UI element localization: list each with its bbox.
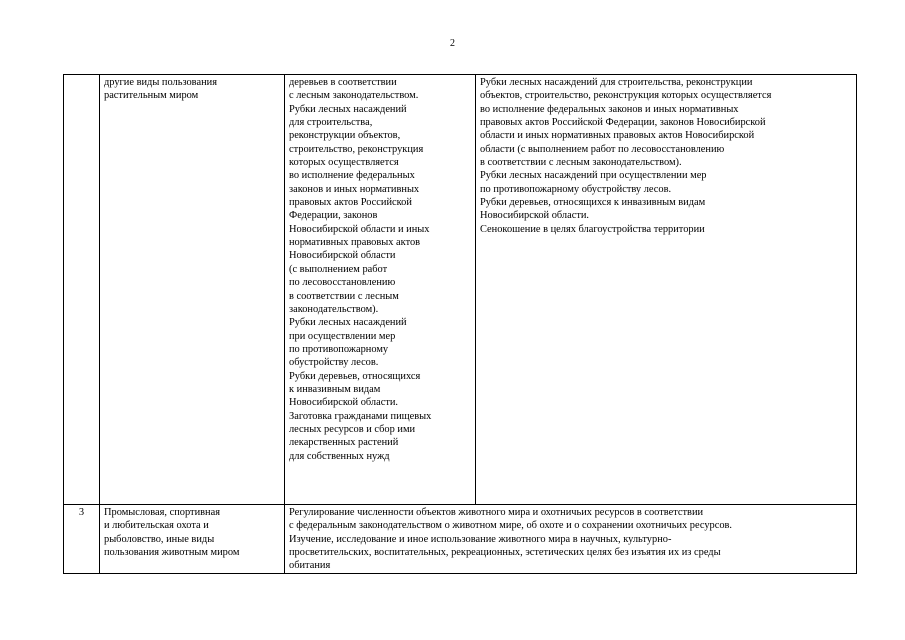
text-line: для строительства, [289, 117, 373, 129]
page-number: 2 [450, 38, 455, 49]
text-line: рыболовство, иные виды [104, 533, 215, 545]
table-row [64, 75, 857, 505]
text-line: лесных ресурсов и сбор ими [289, 423, 416, 435]
text-line: (с выполнением работ [289, 263, 388, 275]
text-line: в соответствии с лесным законодательством). [480, 157, 682, 169]
text-line: при осуществлении мер [289, 330, 396, 342]
text-line: просветительских, воспитательных, рекреационных, эстетических целях без изъятия их из среды [289, 547, 721, 559]
text-line: Федерации, законов [289, 210, 378, 222]
text-line: Рубки лесных насаждений [289, 103, 407, 115]
text-line: объектов, строительство, реконструкция которых осуществляется [480, 90, 772, 102]
text-line: Рубки деревьев, относящихся [289, 370, 421, 382]
row-number-cell: 3 [64, 505, 100, 574]
text-line: Сенокошение в целях благоустройства территории [480, 223, 705, 235]
text-line: реконструкции объектов, [289, 130, 401, 142]
text-line: области и иных нормативных правовых актов Новосибирской [480, 130, 755, 142]
conditional-activities-cell [476, 75, 857, 505]
text-line: Промысловая, спортивная [104, 507, 220, 518]
text-line: нормативных правовых актов [289, 237, 421, 249]
text-line: Изучение, исследование и иное использование животного мира в научных, культурно- [289, 533, 672, 545]
text-line: с лесным законодательством. [289, 90, 419, 102]
activity-cell [100, 75, 285, 505]
text-line: другие виды пользования [104, 77, 217, 88]
text-line: Регулирование численности объектов животного мира и охотничьих ресурсов в соответствии [289, 507, 704, 518]
text-line: для собственных нужд [289, 450, 390, 462]
text-line: Новосибирской области [289, 250, 396, 262]
text-line: Новосибирской области и иных [289, 223, 430, 235]
text-line: по лесовосстановлению [289, 277, 396, 289]
text-line: по противопожарному [289, 343, 389, 355]
text-line: обитания [289, 560, 331, 572]
text-line: Рубки деревьев, относящихся к инвазивным видам [480, 197, 706, 209]
text-line: правовых актов Российской Федерации, законов Новосибирской [480, 117, 766, 129]
text-line: Рубки лесных насаждений при осуществлении мер [480, 170, 707, 182]
text-line: законов и иных нормативных [289, 183, 420, 195]
text-line: во исполнение федеральных законов и иных нормативных [480, 103, 739, 115]
text-line: пользования животным миром [104, 547, 240, 559]
row-number-cell [64, 75, 100, 505]
table-row [64, 505, 857, 574]
text-line: законодательством). [289, 303, 379, 315]
text-line: деревьев в соответствии [289, 77, 397, 88]
text-line: по противопожарному обустройству лесов. [480, 183, 672, 195]
text-line: и любительская охота и [104, 520, 209, 532]
text-line: в соответствии с лесным [289, 290, 399, 302]
text-line: растительным миром [104, 90, 199, 102]
text-line: строительство, реконструкция [289, 143, 424, 155]
text-line: с федеральным законодательством о животном мире, об охоте и о сохранении охотничьих ресурсов. [289, 520, 733, 532]
activity-cell [100, 505, 285, 574]
text-line: к инвазивным видам [289, 383, 381, 395]
text-line: Рубки лесных насаждений [289, 317, 407, 329]
text-line: Рубки лесных насаждений для строительства, реконструкции [480, 77, 753, 88]
merged-activities-cell [285, 505, 857, 574]
text-line: которых осуществляется [289, 157, 399, 169]
text-line: Новосибирской области. [480, 210, 590, 222]
text-line: области (с выполнением работ по лесовосстановлению [480, 143, 725, 155]
text-line: Новосибирской области. [289, 397, 399, 409]
text-line: правовых актов Российской [289, 197, 412, 209]
text-line: во исполнение федеральных [289, 170, 415, 182]
text-line: Заготовка гражданами пищевых [289, 410, 432, 422]
text-line: лекарственных растений [289, 437, 399, 449]
permitted-activities-cell [285, 75, 476, 505]
text-line: обустройству лесов. [289, 357, 379, 369]
land-use-table [63, 74, 857, 574]
